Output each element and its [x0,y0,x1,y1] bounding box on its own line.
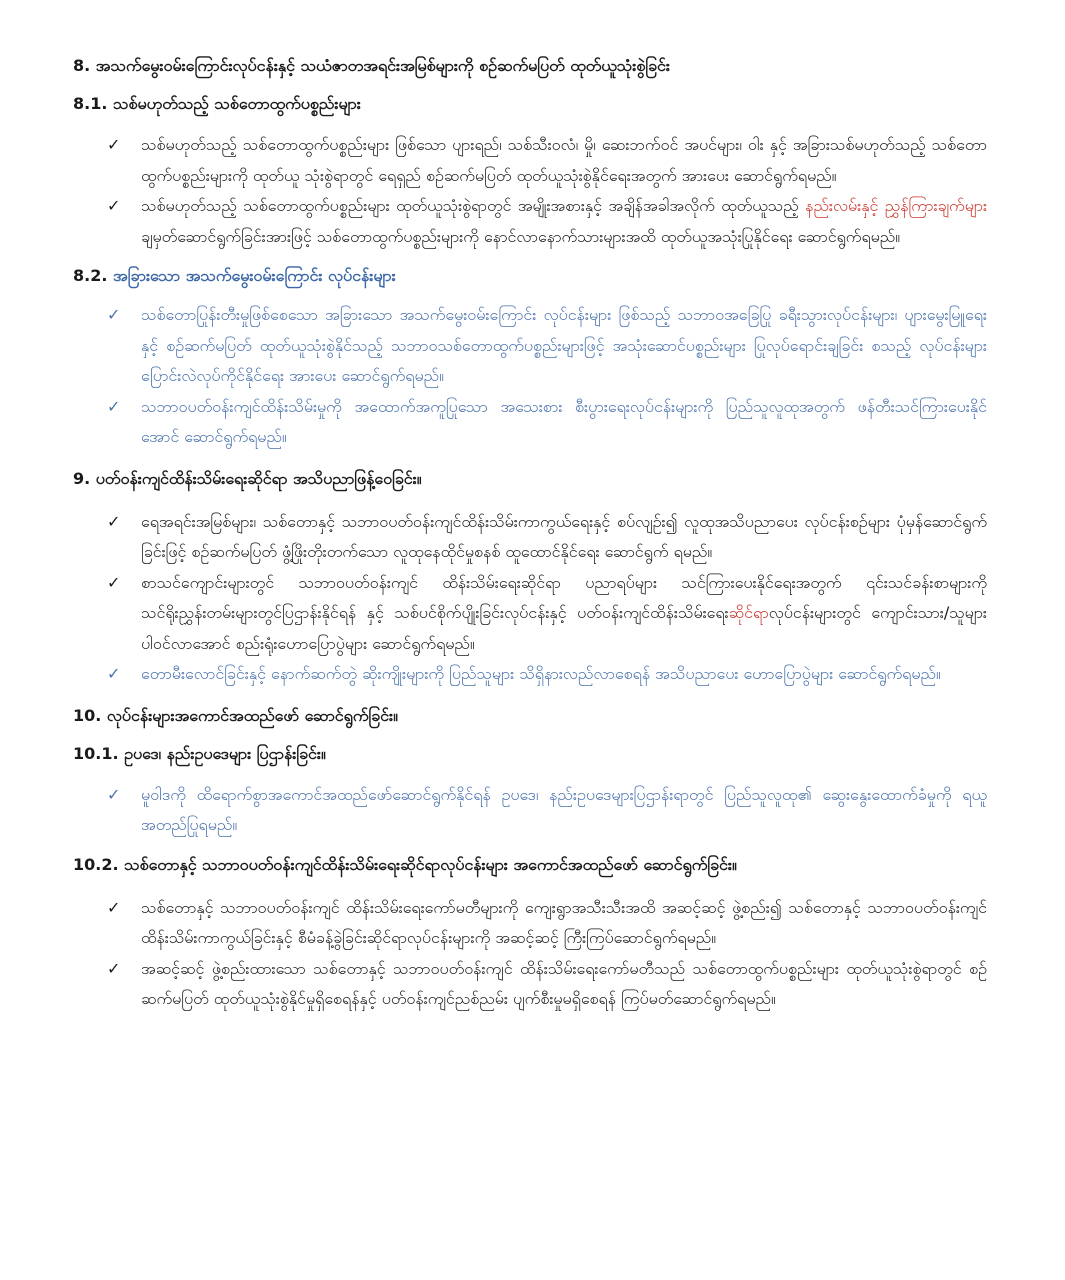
list-item: ✓ သစ်တောနှင့် သဘာဝပတ်ဝန်းကျင် ထိန်းသိမ်းရေးကော်မတီများကို ကျေးရွာအသီးသီးအထိ အဆင့်ဆင့် ဖွဲ့စည်း၍ သစ်တောနှင့် သဘာဝပတ်ဝန်းကျင် ထိန်းသိမ်းကာကွယ်ခြင်းနှင့် စီမံခန့်ခွဲခြင်းဆိုင်ရာလုပ်ငန်းများကို အဆင့်ဆင့် ကြီးကြပ်ဆောင်ရွက်ရမည်။ [73,893,987,954]
list-10-2 [73,893,987,1015]
list-9 [73,507,987,690]
checkmark-icon: ✓ [107,305,121,324]
list-item: ✓ မူဝါဒကို ထိရောက်စွာအကောင်အထည်ဖော်ဆောင်ရွက်နိုင်ရန် ဥပဒေ၊ နည်းဥပဒေများပြဌာန်းရာတွင် ပြည်သူလူထု၏ ဆွေးနွေးထောက်ခံမှုကို ရယူအတည်ပြုရမည်။ [73,780,987,841]
list-item: ✓ အဆင့်ဆင့် ဖွဲ့စည်းထားသော သစ်တောနှင့် သဘာဝပတ်ဝန်းကျင် ထိန်းသိမ်းရေးကော်မတီသည် သစ်တောထွက်ပစ္စည်းများ ထုတ်ယူသုံးစွဲရာတွင် စဉ်ဆက်မပြတ် ထုတ်ယူသုံးစွဲနိုင်မှုရှိစေရန်နှင့် ပတ်ဝန်းကျင်ညစ်ညမ်း ပျက်စီးမှုမရှိစေရန် ကြပ်မတ်ဆောင်ရွက်ရမည်။ [73,954,987,1015]
list-8-2 [73,300,987,453]
highlighted-text: ဆိုင်ရာ [728,603,769,622]
heading-10-1: 10.1. ဥပဒေ၊ နည်းဥပဒေများ ပြဌာန်းခြင်း။ [73,743,326,763]
list-item: ✓ သစ်မဟုတ်သည့် သစ်တောထွက်ပစ္စည်းများ ထုတ်ယူသုံးစွဲရာတွင် အမျိုးအစားနှင့် အချိန်အခါအလိုက် ထုတ်ယူသည့် နည်းလမ်းနှင့် ညွှန်ကြားချက်များ ချမှတ်ဆောင်ရွက်ခြင်းအားဖြင့် သစ်တောထွက်ပစ္စည်းများကို နောင်လာနောက်သားများအထိ ထုတ်ယူအသုံးပြုနိုင်ရေး ဆောင်ရွက်ရမည်။ [73,191,987,252]
highlighted-text: နည်းလမ်းနှင့် ညွှန်ကြားချက်များ [805,196,988,215]
checkmark-icon: ✓ [107,572,121,592]
list-8-1 [73,130,987,252]
heading-8-1: 8.1. သစ်မဟုတ်သည့် သစ်တောထွက်ပစ္စည်းများ [73,94,361,113]
heading-8: 8. အသက်မွေးဝမ်းကြောင်းလုပ်ငန်းနှင့် သယံဇာတအရင်းအမြစ်များကို စဉ်ဆက်မပြတ် ထုတ်ယူသုံးစွဲခြင်း [73,56,670,75]
checkmark-icon: ✓ [107,396,121,416]
list-item: ✓ ရေအရင်းအမြစ်များ၊ သစ်တောနှင့် သဘာဝပတ်ဝန်းကျင်ထိန်းသိမ်းကာကွယ်ရေးနှင့် စပ်လျဉ်း၍ လူထုအသိပညာပေး လုပ်ငန်းစဉ်များ ပုံမှန်ဆောင်ရွက်ခြင်းဖြင့် စဉ်ဆက်မပြတ် ဖွံ့ဖြိုးတိုးတက်သော လူထုနေထိုင်မှုစနစ် ထူထောင်နိုင်ရေး ဆောင်ရွက် ရမည်။ [73,507,987,568]
heading-9: 9. ပတ်ဝန်းကျင်ထိန်းသိမ်းရေးဆိုင်ရာ အသိပညာဖြန့်ဝေခြင်း။ [73,468,422,488]
checkmark-icon: ✓ [107,135,121,154]
list-item: ✓ သဘာဝပတ်ဝန်းကျင်ထိန်းသိမ်းမှုကို အထောက်အကူပြုသော အသေးစား စီးပွားရေးလုပ်ငန်းများကို ပြည်သူလူထုအတွက် ဖန်တီးသင်ကြားပေးနိုင်အောင် ဆောင်ရွက်ရမည်။ [73,392,987,453]
list-item: ✓ စာသင်ကျောင်းများတွင် သဘာဝပတ်ဝန်းကျင် ထိန်းသိမ်းရေးဆိုင်ရာ ပညာရပ်များ သင်ကြားပေးနိုင်ရေးအတွက် ၎င်းသင်ခန်းစာများကို သင်ရိုးညွှန်းတမ်းများတွင်ပြဌာန်းနိုင်ရန် နှင့် သစ်ပင်စိုက်ပျိုးခြင်းလုပ်ငန်းနှင့် ပတ်ဝန်းကျင်ထိန်းသိမ်းရေးဆိုင်ရာလုပ်ငန်းများတွင် ကျောင်းသား/သူများ ပါဝင်လာအောင် စည်းရုံးဟောပြောပွဲများ ဆောင်ရွက်ရမည်။ [73,568,987,660]
list-item: ✓ သစ်တောပြုန်းတီးမှုဖြစ်စေသော အခြားသော အသက်မွေးဝမ်းကြောင်း လုပ်ငန်းများ ဖြစ်သည့် သဘာဝအခြေပြု ခရီးသွားလုပ်ငန်းများ၊ ပျားမွေးမြူရေးနှင့် စဉ်ဆက်မပြတ် ထုတ်ယူသုံးစွဲနိုင်သည့် သဘာဝသစ်တောထွက်ပစ္စည်းများဖြင့် အသုံးဆောင်ပစ္စည်းများ ပြုလုပ်ရောင်းချခြင်း စသည့် လုပ်ငန်းများ ပြောင်းလဲလုပ်ကိုင်နိုင်ရေး အားပေး ဆောင်ရွက်ရမည်။ [73,300,987,392]
checkmark-icon: ✓ [107,958,121,978]
list-item: ✓ တောမီးလောင်ခြင်းနှင့် နောက်ဆက်တွဲ ဆိုးကျိုးများကို ပြည်သူများ သိရှိနားလည်လာစေရန် အသိပညာပေး ဟောပြောပွဲများ ဆောင်ရွက်ရမည်။ [73,659,987,690]
checkmark-icon: ✓ [107,511,121,531]
heading-8-2: 8.2. အခြားသော အသက်မွေးဝမ်းကြောင်း လုပ်ငန်းများ [73,266,396,285]
heading-10: 10. လုပ်ငန်းများအကောင်အထည်ဖော် ဆောင်ရွက်ခြင်း။ [73,705,398,725]
checkmark-icon: ✓ [107,897,121,917]
checkmark-icon: ✓ [107,196,121,215]
heading-10-2: 10.2. သစ်တောနှင့် သဘာဝပတ်ဝန်းကျင်ထိန်းသိမ်းရေးဆိုင်ရာလုပ်ငန်းများ အကောင်အထည်ဖော် ဆောင်ရွက်ခြင်း။ [73,854,737,874]
list-10-1 [73,780,987,841]
checkmark-icon: ✓ [107,664,121,683]
list-item: ✓ သစ်မဟုတ်သည့် သစ်တောထွက်ပစ္စည်းများ ဖြစ်သော ပျားရည်၊ သစ်သီးဝလံ၊ မှို၊ ဆေးဘက်ဝင် အပင်များ၊ ဝါး နှင့် အခြားသစ်မဟုတ်သည့် သစ်တောထွက်ပစ္စည်းများကို ထုတ်ယူ သုံးစွဲရာတွင် ရေရှည် စဉ်ဆက်မပြတ် ထုတ်ယူသုံးစွဲနိုင်ရေးအတွက် အားပေး ဆောင်ရွက်ရမည်။ [73,130,987,191]
checkmark-icon: ✓ [107,784,121,804]
